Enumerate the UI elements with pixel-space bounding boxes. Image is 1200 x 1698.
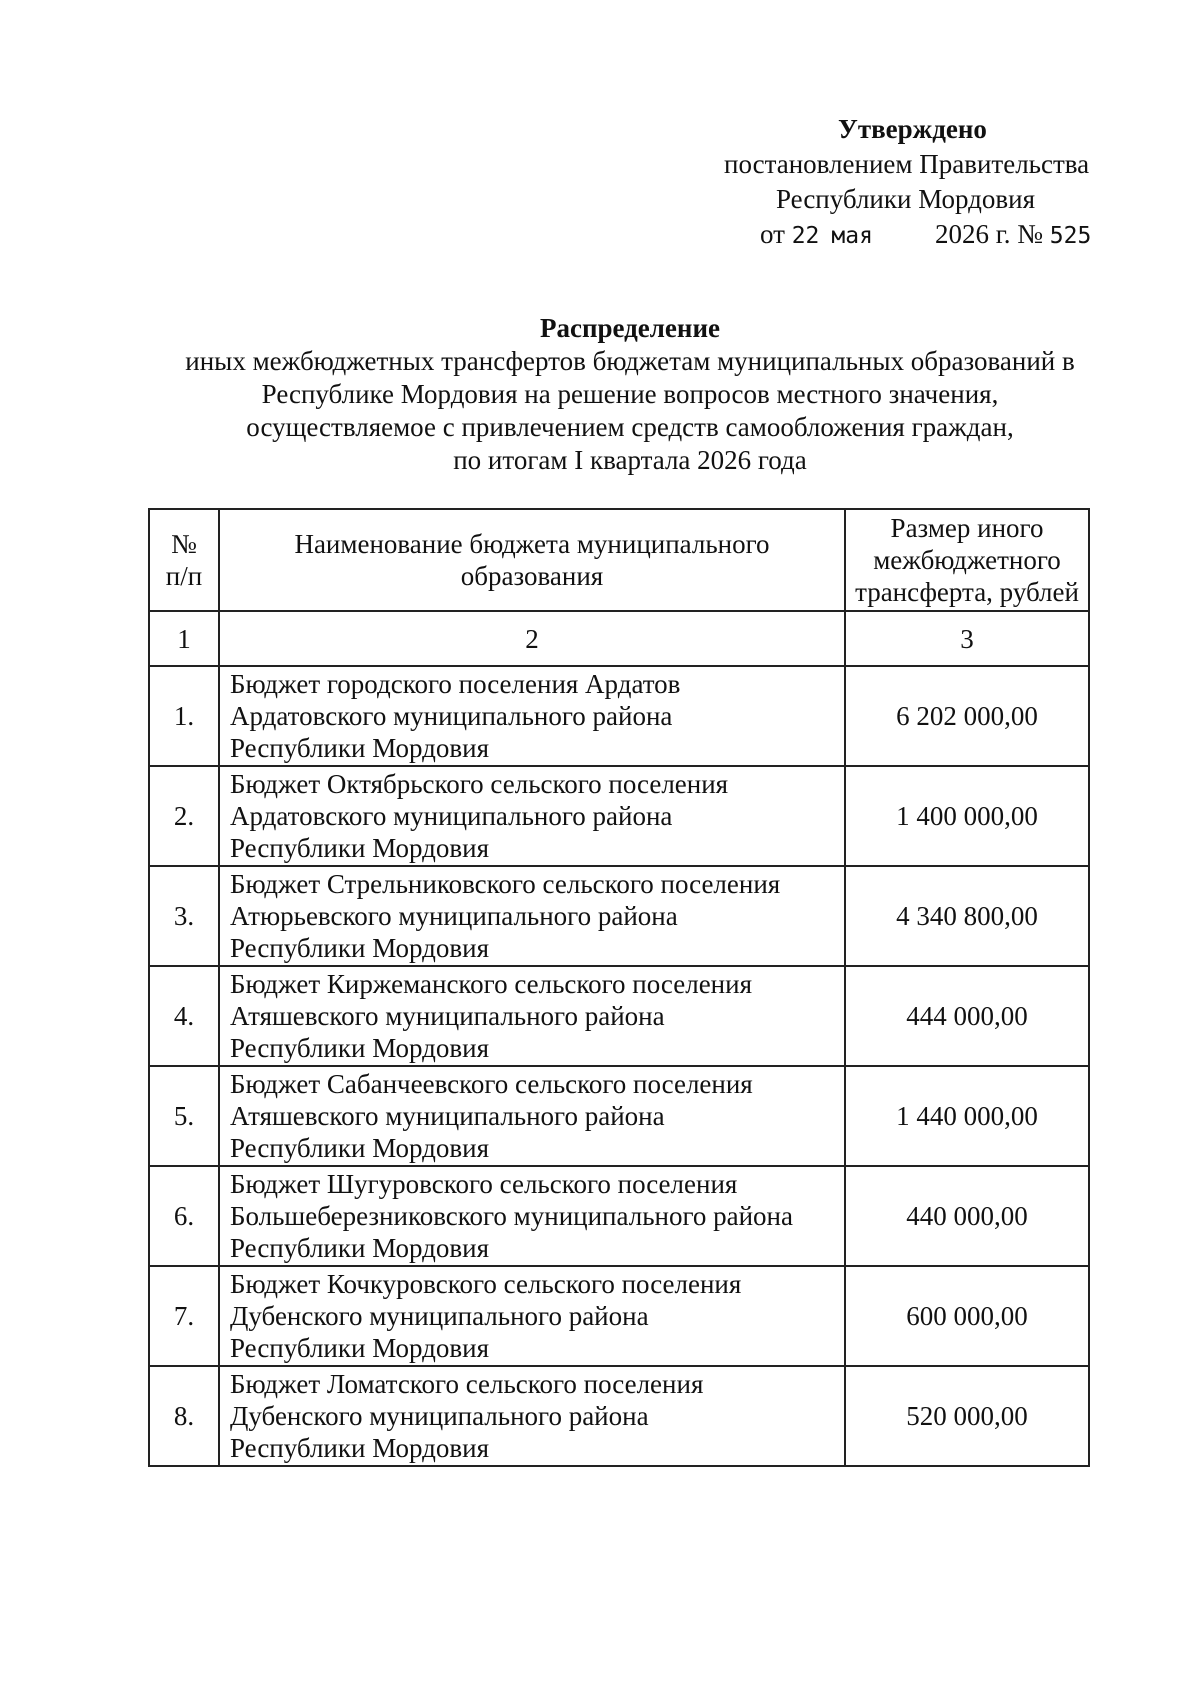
row-amount: 440 000,00 xyxy=(845,1166,1089,1266)
row-number: 2. xyxy=(149,766,219,866)
header-name-line: образования xyxy=(460,561,604,591)
approval-stamp xyxy=(700,112,1120,254)
name-line: Бюджет Октябрьского сельского поселения xyxy=(230,769,729,799)
name-line: Бюджет Ломатского сельского поселения xyxy=(230,1369,704,1399)
name-line: Республики Мордовия xyxy=(230,933,490,963)
row-budget-name xyxy=(219,1166,845,1266)
heading-line: осуществляемое с привлечением средств самообложения граждан, xyxy=(246,412,1014,442)
document-heading xyxy=(150,312,1110,477)
table-row xyxy=(149,1166,1089,1266)
table-row xyxy=(149,1366,1089,1466)
name-line: Дубенского муниципального района xyxy=(230,1401,649,1431)
document-number: 525 xyxy=(1049,223,1092,249)
name-line: Республики Мордовия xyxy=(230,1333,490,1363)
name-line: Республики Мордовия xyxy=(230,1433,490,1463)
row-number: 5. xyxy=(149,1066,219,1166)
name-line: Атяшевского муниципального района xyxy=(230,1101,665,1131)
table-header-row xyxy=(149,509,1089,611)
header-num xyxy=(149,509,219,611)
date-year: 2026 г. № xyxy=(934,219,1043,249)
date-prefix: от xyxy=(760,219,785,249)
column-number: 2 xyxy=(219,611,845,666)
row-number: 1. xyxy=(149,666,219,766)
table-row xyxy=(149,666,1089,766)
table-row xyxy=(149,1066,1089,1166)
name-line: Бюджет Стрельниковского сельского поселения xyxy=(230,869,781,899)
row-budget-name xyxy=(219,866,845,966)
approval-date-line xyxy=(760,217,1120,254)
row-amount: 6 202 000,00 xyxy=(845,666,1089,766)
row-amount: 1 400 000,00 xyxy=(845,766,1089,866)
row-budget-name xyxy=(219,766,845,866)
name-line: Бюджет Сабанчеевского сельского поселения xyxy=(230,1069,753,1099)
distribution-table xyxy=(148,508,1090,1467)
header-name xyxy=(219,509,845,611)
row-budget-name xyxy=(219,966,845,1066)
date-month: мая xyxy=(831,223,873,249)
row-budget-name xyxy=(219,1066,845,1166)
heading-title: Распределение xyxy=(539,313,721,343)
row-amount: 520 000,00 xyxy=(845,1366,1089,1466)
table-row xyxy=(149,966,1089,1066)
header-amount-line: Размер иного xyxy=(890,513,1044,543)
name-line: Бюджет Кочкуровского сельского поселения xyxy=(230,1269,742,1299)
row-amount: 600 000,00 xyxy=(845,1266,1089,1366)
table-row xyxy=(149,866,1089,966)
table-row xyxy=(149,1266,1089,1366)
name-line: Бюджет Киржеманского сельского поселения xyxy=(230,969,752,999)
row-amount: 444 000,00 xyxy=(845,966,1089,1066)
row-number: 8. xyxy=(149,1366,219,1466)
row-number: 6. xyxy=(149,1166,219,1266)
approval-title: Утверждено xyxy=(838,114,987,144)
name-line: Атяшевского муниципального района xyxy=(230,1001,665,1031)
header-amount-line: трансферта, рублей xyxy=(855,577,1079,607)
row-number: 7. xyxy=(149,1266,219,1366)
header-amount xyxy=(845,509,1089,611)
name-line: Республики Мордовия xyxy=(230,833,490,863)
name-line: Ардатовского муниципального района xyxy=(230,701,673,731)
header-amount-line: межбюджетного xyxy=(873,545,1061,575)
name-line: Республики Мордовия xyxy=(230,1233,490,1263)
name-line: Бюджет Шугуровского сельского поселения xyxy=(230,1169,738,1199)
name-line: Республики Мордовия xyxy=(230,733,490,763)
row-budget-name xyxy=(219,1366,845,1466)
row-number: 3. xyxy=(149,866,219,966)
column-number: 3 xyxy=(845,611,1089,666)
name-line: Ардатовского муниципального района xyxy=(230,801,673,831)
date-day: 22 xyxy=(791,223,820,249)
column-number: 1 xyxy=(149,611,219,666)
name-line: Большеберезниковского муниципального района xyxy=(230,1201,793,1231)
name-line: Дубенского муниципального района xyxy=(230,1301,649,1331)
column-number-row xyxy=(149,611,1089,666)
header-name-line: Наименование бюджета муниципального xyxy=(294,529,770,559)
approval-line-1: постановлением Правительства xyxy=(724,149,1090,179)
row-budget-name xyxy=(219,1266,845,1366)
heading-line: по итогам I квартала 2026 года xyxy=(453,445,807,475)
table-row xyxy=(149,766,1089,866)
name-line: Республики Мордовия xyxy=(230,1033,490,1063)
row-number: 4. xyxy=(149,966,219,1066)
name-line: Атюрьевского муниципального района xyxy=(230,901,678,931)
row-budget-name xyxy=(219,666,845,766)
row-amount: 4 340 800,00 xyxy=(845,866,1089,966)
heading-line: иных межбюджетных трансфертов бюджетам муниципальных образований в xyxy=(185,346,1075,376)
name-line: Республики Мордовия xyxy=(230,1133,490,1163)
heading-line: Республике Мордовия на решение вопросов местного значения, xyxy=(261,379,999,409)
header-num-line: № xyxy=(171,529,197,559)
approval-line-2: Республики Мордовия xyxy=(776,184,1036,214)
header-num-line: п/п xyxy=(165,561,203,591)
row-amount: 1 440 000,00 xyxy=(845,1066,1089,1166)
name-line: Бюджет городского поселения Ардатов xyxy=(230,669,681,699)
